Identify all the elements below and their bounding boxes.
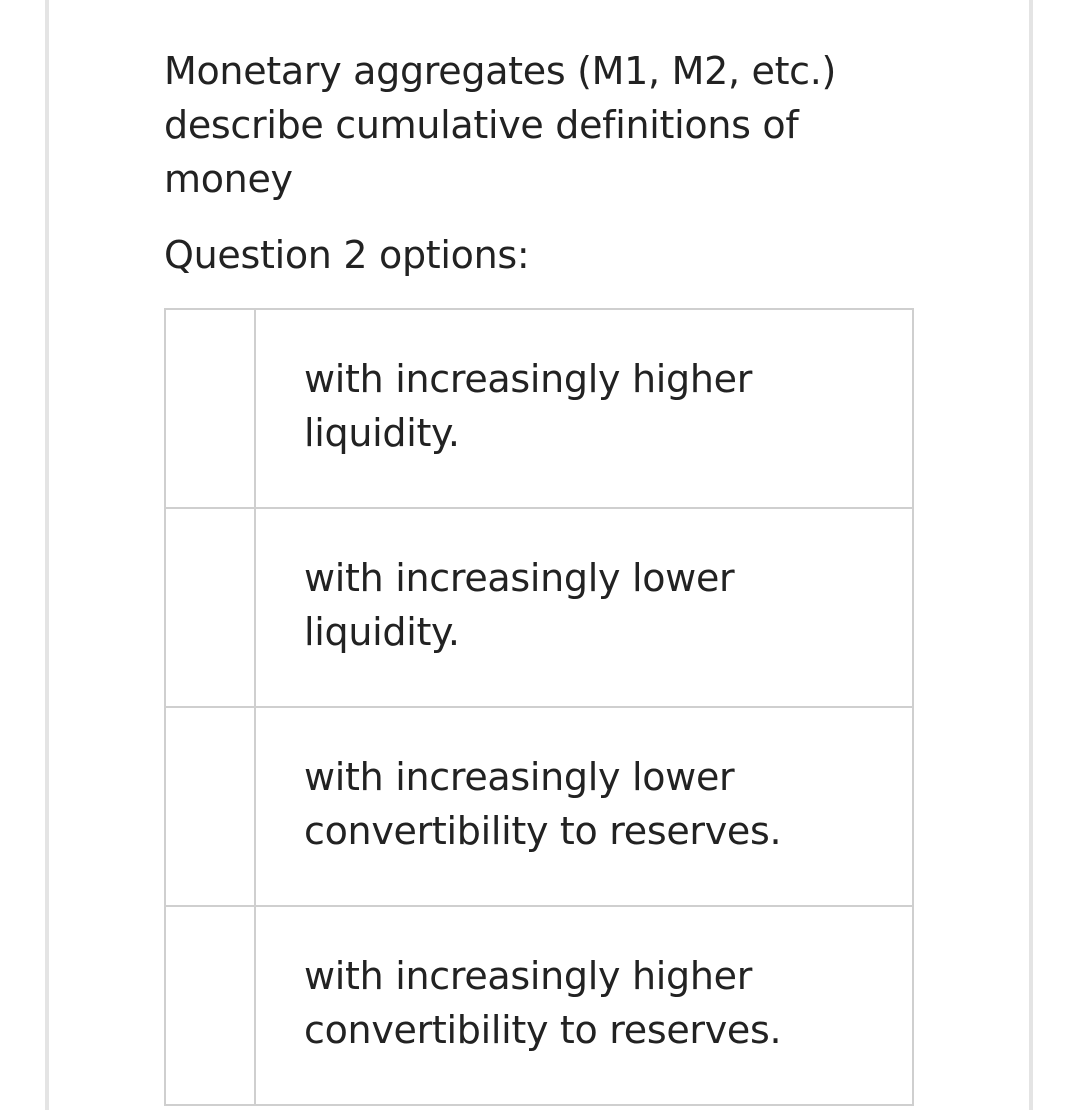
options-table [164,308,914,1106]
question-text: Monetary aggregates (M1, M2, etc.) describe cumulative definitions of money [164,49,837,201]
option-3[interactable] [166,708,912,907]
option-2[interactable] [166,509,912,708]
option-2-text[interactable]: with increasingly lower liquidity. [304,556,735,654]
options-label: Question 2 options: [164,233,530,277]
option-4[interactable] [166,907,912,1104]
right-border [1029,0,1033,1110]
left-border [45,0,49,1110]
option-1-select-cell[interactable] [166,310,256,507]
option-1[interactable] [166,310,912,509]
option-4-text[interactable]: with increasingly higher convertibility to reserves. [304,954,782,1052]
option-3-text[interactable]: with increasingly lower convertibility to reserves. [304,755,782,853]
option-2-select-cell[interactable] [166,509,256,706]
option-1-text[interactable]: with increasingly higher liquidity. [304,357,753,455]
option-3-select-cell[interactable] [166,708,256,905]
option-4-select-cell[interactable] [166,907,256,1104]
